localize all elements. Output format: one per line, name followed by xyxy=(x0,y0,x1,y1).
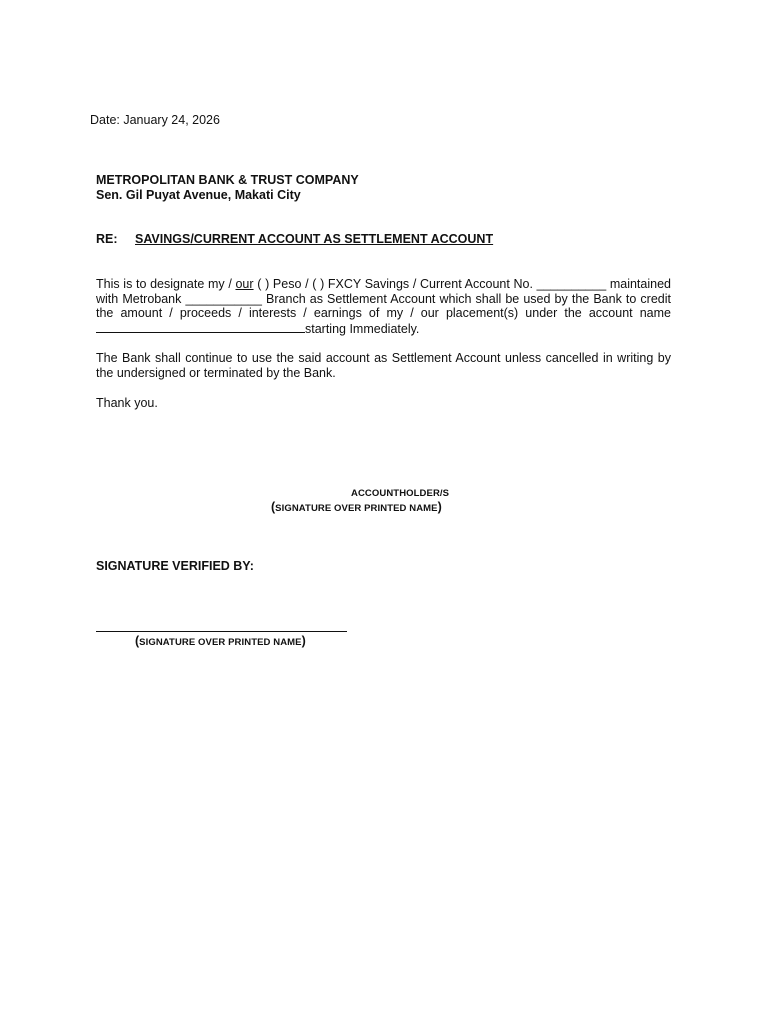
accountholder-label xyxy=(351,485,449,499)
open-paren-2: ( xyxy=(135,634,140,648)
verifier-signature-line xyxy=(96,631,347,632)
close-paren-2: ) xyxy=(301,634,306,648)
account-name-blank xyxy=(96,321,305,333)
addressee-block xyxy=(96,173,359,203)
open-paren-1: ( xyxy=(271,500,276,514)
re-subject: SAVINGS/CURRENT ACCOUNT AS SETTLEMENT ACCOUNT xyxy=(135,232,494,246)
close-paren-1: ) xyxy=(437,500,442,514)
signature-printed-name-1 xyxy=(271,500,442,514)
paragraph1-part-a: This is to designate my / xyxy=(96,277,236,291)
accountholder-text: ACCOUNTHOLDER/S xyxy=(351,488,450,499)
bank-name: METROPOLITAN BANK & TRUST COMPANY xyxy=(96,173,359,187)
paragraph1-part-b: ( ) Peso / ( ) FXCY Savings / Current Account No. __________ maintained with Metrobank ___________ Branch as Settlement Account which shall be used by the Bank to credit the amount / proceeds / interests / earnings of my / our placement(s) under the account name xyxy=(96,277,671,320)
printed-name-text-1: SIGNATURE OVER PRINTED NAME xyxy=(275,503,438,514)
bank-address: Sen. Gil Puyat Avenue, Makati City xyxy=(96,188,301,202)
continuation-paragraph: The Bank shall continue to use the said account as Settlement Account unless cancelled in writing by the undersigned or terminated by the Bank. xyxy=(96,351,671,380)
signature-verified-label: SIGNATURE VERIFIED BY: xyxy=(96,559,254,573)
closing-thanks: Thank you. xyxy=(96,396,158,410)
printed-name-text-2: SIGNATURE OVER PRINTED NAME xyxy=(139,637,302,648)
date-line: Date: January 24, 2026 xyxy=(90,113,220,127)
paragraph1-part-c: starting Immediately. xyxy=(305,321,420,336)
designation-paragraph xyxy=(96,277,671,336)
our-underlined: our xyxy=(235,277,254,291)
re-label: RE: xyxy=(96,232,118,246)
signature-printed-name-2 xyxy=(135,634,306,648)
